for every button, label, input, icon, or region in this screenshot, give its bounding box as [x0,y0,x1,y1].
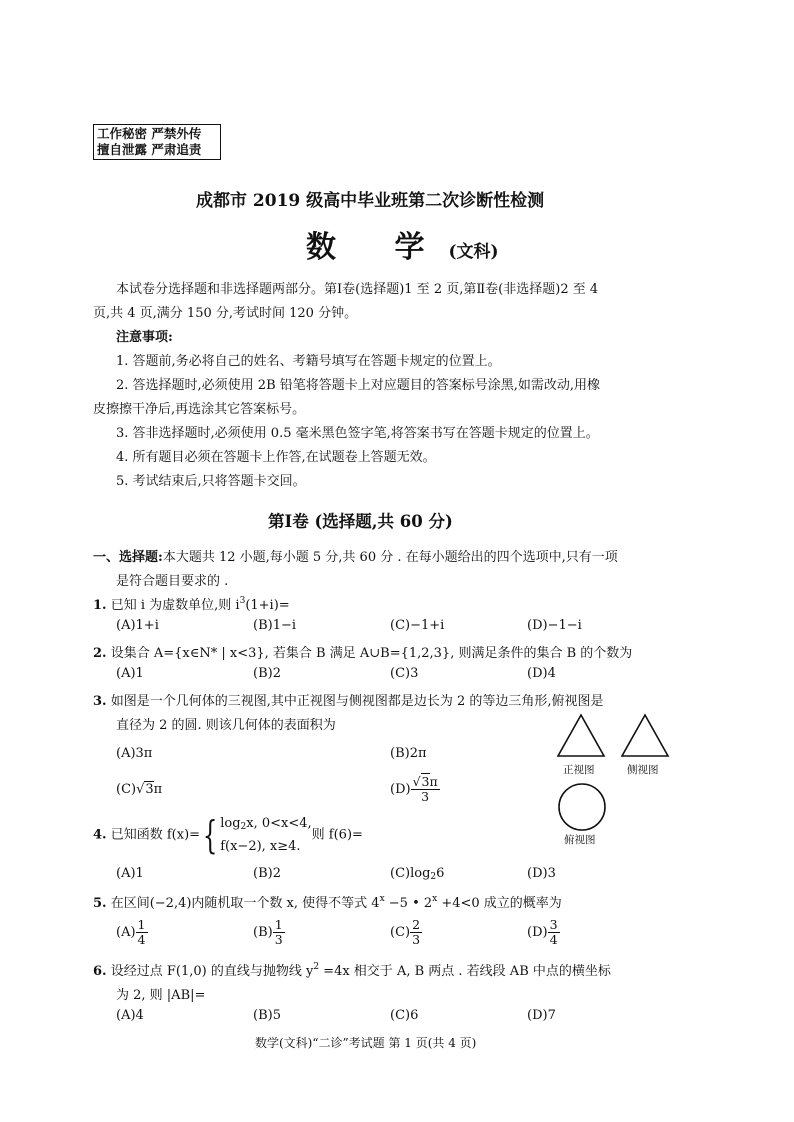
q3-option-c-pi: π [153,782,163,797]
q3-option-d-radicand: 3 [421,774,430,789]
q1-option-c: (C)−1+i [390,618,445,633]
q5-option-b-den: 3 [274,932,283,947]
front-view-triangle [558,715,604,756]
q2-text: 设集合 A={x∈N* | x<3}, 若集合 B 满足 A∪B={1,2,3}, 则满足条件的集合 B 的个数为 [110,646,633,661]
note-3: 3. 答非选择题时,必须使用 0.5 毫米黑色签字笔,将答案书写在答题卡规定的位置上。 [116,426,599,441]
q4-case1-cond: x, 0<x<4, [246,816,312,831]
q5-text-b: −5 • 2 [384,896,433,911]
q4-option-b: (B)2 [253,866,281,881]
q5-option-c-fraction [410,918,422,947]
q5-option-b-num: 1 [274,917,283,932]
note-1: 1. 答题前,务必将自己的姓名、考籍号填写在答题卡规定的位置上。 [116,354,501,369]
q4-option-a: (A)1 [116,866,144,881]
q5-option-d-den: 4 [549,932,558,947]
q5-option-d [527,918,560,947]
q4-case1-log: log [220,816,241,831]
q4-option-c [390,866,444,882]
q2-option-b: (B)2 [253,666,281,681]
question-2 [93,642,632,661]
note-4: 4. 所有题目必须在答题卡上作答,在试题卷上答题无效。 [116,450,436,465]
q3-option-d [390,775,440,804]
q5-option-b-fraction [273,918,285,947]
section-heading: 一、选择题: [93,550,163,565]
exam-title: 成都市 2019 级高中毕业班第二次诊断性检测 [196,191,545,211]
q2-option-d: (D)4 [527,666,556,681]
q3-option-b: (B)2π [390,746,427,761]
q5-text-a: 在区间(−2,4)内随机取一个数 x, 使得不等式 4 [110,896,380,911]
question-3 [93,690,604,709]
section-desc-2: 是符合题目要求的 . [116,574,229,589]
subject-title [306,222,499,266]
q5-option-c-den: 3 [412,932,421,947]
q5-text-c: +4<0 成立的概率为 [437,896,562,911]
left-brace-icon: { [202,813,218,857]
q5-option-d-label: (D) [527,925,548,940]
q6-text-b: =4x 相交于 A, B 两点 . 若线段 AB 中点的横坐标 [319,964,611,979]
q5-option-c-num: 2 [412,917,421,932]
q2-option-a: (A)1 [116,666,144,681]
q4-case2: f(x−2), x≥4. [220,839,301,854]
q5-option-b-label: (B) [253,925,273,940]
section-desc-text: 本大题共 12 小题,每小题 5 分,共 60 分 . 在每小题给出的四个选项中,只有一项 [162,550,618,565]
note-5: 5. 考试结束后,只将答题卡交回。 [116,474,306,489]
notes-title: 注意事项: [116,330,173,345]
q1-text-b: (1+i)= [245,598,290,613]
subject-name: 数 学 [306,230,449,265]
q5-option-a-fraction [136,918,148,947]
section-title: 第Ⅰ卷 (选择题,共 60 分) [268,512,453,531]
question-1 [93,594,290,613]
q1-exponent: 3 [239,596,246,606]
q5-option-d-fraction [548,918,560,947]
q1-option-d: (D)−1−i [527,618,582,633]
section-desc-1 [93,546,618,565]
q3-option-c-radicand: 3 [145,782,154,797]
question-6 [93,960,611,979]
q4-option-d: (D)3 [527,866,556,881]
q4-cases [220,814,311,856]
q2-option-c: (C)3 [390,666,419,681]
stamp-line-2: 擅自泄露 严肃追责 [97,142,202,157]
q3-option-d-pi: π [429,774,438,789]
q5-exp-2: x [432,894,438,904]
subject-subtitle: (文科) [448,242,499,262]
q4-option-c-log: (C)log [390,866,431,881]
q6-option-c: (C)6 [390,1008,419,1023]
side-view-triangle [622,715,668,756]
q5-option-d-num: 3 [549,917,558,932]
note-2-cont: 皮擦擦干净后,再选涂其它答案标号。 [93,402,306,417]
question-4 [93,814,363,856]
q6-exponent: 2 [313,962,320,972]
q5-option-a-den: 4 [137,932,146,947]
q1-option-b: (B)1−i [253,618,297,633]
q4-option-c-base: 2 [430,872,437,882]
q3-number: 3. [93,694,107,709]
q5-option-a-label: (A) [116,925,136,940]
intro-line-2: 页,共 4 页,满分 150 分,考试时间 120 分钟。 [93,306,358,321]
q4-option-c-arg: 6 [436,866,445,881]
q3-text-1: 如图是一个几何体的三视图,其中正视图与侧视图都是边长为 2 的等边三角形,俯视图是 [110,694,604,709]
q3-option-c-label: (C) [116,782,137,797]
q5-number: 5. [93,896,107,911]
front-view-label: 正视图 [563,764,595,776]
q5-exp-1: x [379,894,385,904]
q5-option-c [390,918,422,947]
q6-option-d: (D)7 [527,1008,556,1023]
confidential-stamp [93,124,221,160]
q6-option-b: (B)5 [253,1008,281,1023]
q3-option-d-denominator: 3 [421,789,430,804]
q3-text-2: 直径为 2 的圆. 则该几何体的表面积为 [116,718,336,733]
question-5 [93,892,562,911]
q4-case1-base: 2 [240,822,247,832]
q4-number: 4. [93,827,107,843]
intro-line-1: 本试卷分选择题和非选择题两部分。第Ⅰ卷(选择题)1 至 2 页,第Ⅱ卷(非选择题)2 至 4 [116,282,599,297]
q6-option-a: (A)4 [116,1008,144,1023]
top-view-circle [559,784,605,830]
q5-option-a [116,918,148,947]
q5-option-a-num: 1 [137,917,146,932]
q2-number: 2. [93,646,107,661]
q5-option-b [253,918,285,947]
q3-option-a: (A)3π [116,746,153,761]
page-footer: 数学(文科)“二诊”考试题 第 1 页(共 4 页) [255,1036,477,1050]
q4-pre: 已知函数 f(x)= [110,827,201,843]
q1-number: 1. [93,598,107,613]
q4-post: 则 f(6)= [311,827,363,843]
side-view-label: 侧视图 [627,764,659,776]
q6-number: 6. [93,964,107,979]
q3-option-d-fraction: $\frac{√3\pi}{3}$ [412,774,438,804]
q3-option-c: (C)√3π [116,782,163,797]
q6-text-2: 为 2, 则 |AB|= [116,988,206,1003]
top-view-label: 俯视图 [564,834,596,846]
note-2: 2. 答选择题时,必须使用 2B 铅笔将答题卡上对应题目的答案标号涂黑,如需改动,用橡 [116,378,601,393]
q5-option-c-label: (C) [390,925,411,940]
stamp-line-1: 工作秘密 严禁外传 [97,126,202,141]
q6-text-a: 设经过点 F(1,0) 的直线与抛物线 y [110,964,314,979]
q1-option-a: (A)1+i [116,618,159,633]
q1-text-a: 已知 i 为虚数单位,则 i [110,598,240,613]
q3-option-d-label: (D) [390,782,411,797]
